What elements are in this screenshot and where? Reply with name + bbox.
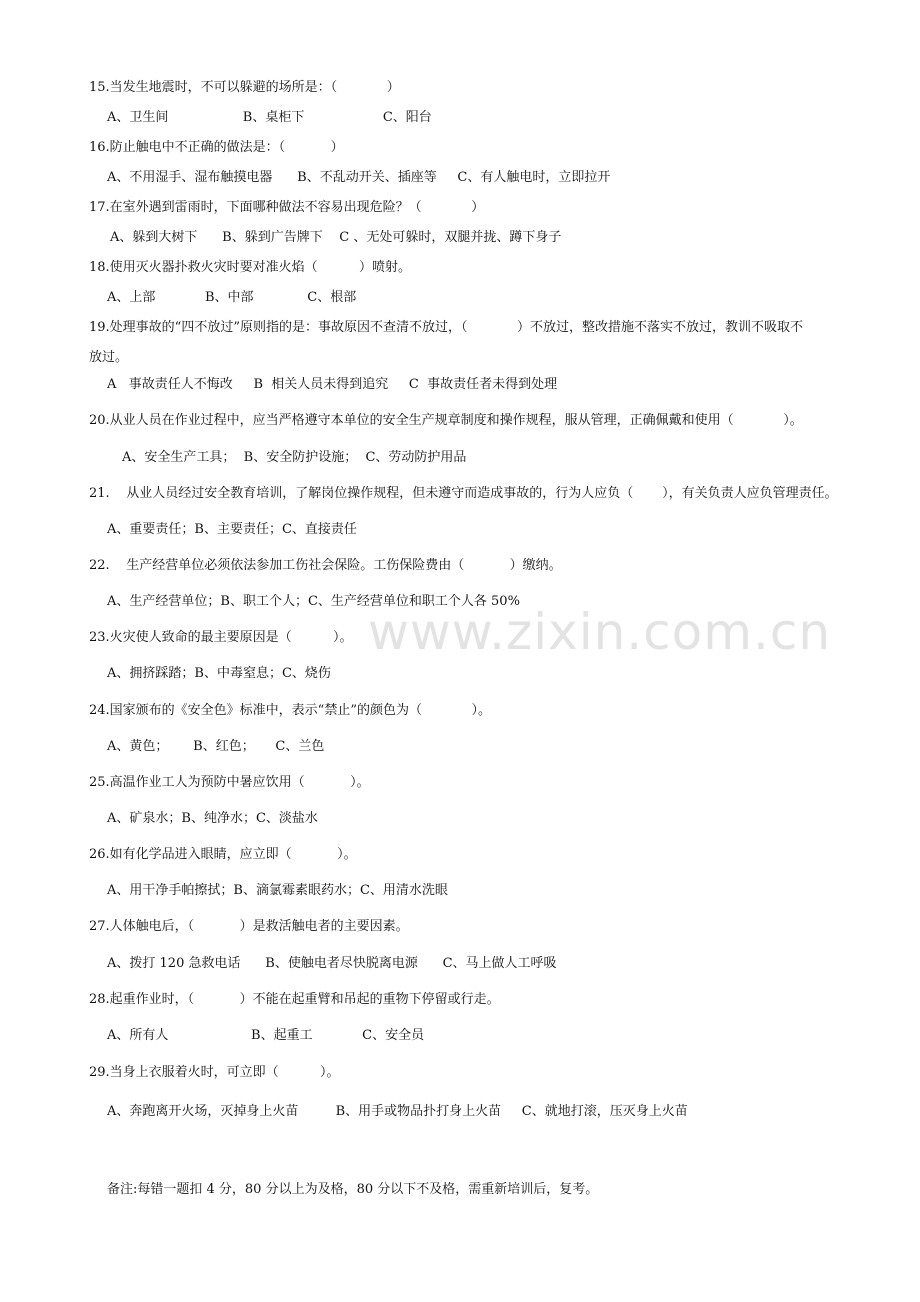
options-17: A、躲到大树下 B、躲到广告牌下 C 、无处可躲时，双腿并拢、蹲下身子 xyxy=(110,230,562,245)
watermark-text: www.zixin.com.cn xyxy=(368,603,832,661)
options-15: A、卫生间 B、桌柜下 C、阳台 xyxy=(107,110,432,125)
question-17: 17.在室外遇到雷雨时，下面哪种做法不容易出现危险？（ ） xyxy=(89,200,485,215)
options-29: A、奔跑离开火场，灭掉身上火苗 B、用手或物品扑打身上火苗 C、就地打滚，压灭身上火苗 xyxy=(107,1104,688,1119)
options-25: A、矿泉水；B、纯净水；C、淡盐水 xyxy=(107,811,318,826)
question-16: 16.防止触电中不正确的做法是：（ ） xyxy=(89,140,344,155)
options-26: A、用干净手帕擦拭；B、滴氯霉素眼药水；C、用清水洗眼 xyxy=(107,883,448,898)
question-27: 27.人体触电后，（ ）是救活触电者的主要因素。 xyxy=(89,919,409,934)
options-19: A 事故责任人不悔改 B 相关人员未得到追究 C 事故责任者未得到处理 xyxy=(107,377,558,392)
remarks-note: 备注:每错一题扣 4 分，80 分以上为及格，80 分以下不及格，需重新培训后，复考。 xyxy=(107,1182,599,1197)
options-20: A、安全生产工具； B、安全防护设施； C、劳动防护用品 xyxy=(122,450,467,465)
options-16: A、不用湿手、湿布触摸电器 B、不乱动开关、插座等 C、有人触电时，立即拉开 xyxy=(107,170,611,185)
question-15: 15.当发生地震时，不可以躲避的场所是：（ ） xyxy=(89,80,400,95)
options-23: A、拥挤踩踏；B、中毒窒息；C、烧伤 xyxy=(107,666,331,681)
question-18: 18.使用灭火器扑救火灾时要对准火焰（ ）喷射。 xyxy=(89,260,411,275)
options-28: A、所有人 B、起重工 C、安全员 xyxy=(107,1028,425,1043)
options-22: A、生产经营单位；B、职工个人；C、生产经营单位和职工个人各 50% xyxy=(107,594,520,609)
question-29: 29.当身上衣服着火时，可立即（ ）。 xyxy=(89,1065,340,1080)
options-27: A、拨打 120 急救电话 B、使触电者尽快脱离电源 C、马上做人工呼吸 xyxy=(107,956,557,971)
question-26: 26.如有化学品进入眼睛，应立即（ ）。 xyxy=(89,847,357,862)
question-24: 24.国家颁布的《安全色》标准中，表示“禁止”的颜色为（ ）。 xyxy=(89,703,492,718)
question-21: 21. 从业人员经过安全教育培训，了解岗位操作规程，但未遵守而造成事故的，行为人应负（ ），有关负责人应负管理责任。 xyxy=(89,486,838,501)
question-22: 22. 生产经营单位必须依法参加工伤社会保险。工伤保险费由（ ）缴纳。 xyxy=(89,558,562,573)
question-20: 20.从业人员在作业过程中，应当严格遵守本单位的安全生产规章制度和操作规程，服从管理，正确佩戴和使用（ ）。 xyxy=(89,413,803,428)
question-19-continued: 放过。 xyxy=(89,350,129,365)
question-28: 28.起重作业时，（ ）不能在起重臂和吊起的重物下停留或行走。 xyxy=(89,992,500,1007)
options-18: A、上部 B、中部 C、根部 xyxy=(107,290,357,305)
question-19: 19.处理事故的“四不放过”原则指的是：事故原因不查清不放过，（ ）不放过，整改措施不落实不放过，教训不吸取不 xyxy=(89,320,804,335)
options-24: A、黄色； B、红色； C、兰色 xyxy=(107,739,325,754)
question-23: 23.火灾使人致命的最主要原因是（ ）。 xyxy=(89,630,353,645)
question-25: 25.高温作业工人为预防中暑应饮用（ ）。 xyxy=(89,775,370,790)
options-21: A、重要责任；B、主要责任；C、直接责任 xyxy=(107,522,357,537)
